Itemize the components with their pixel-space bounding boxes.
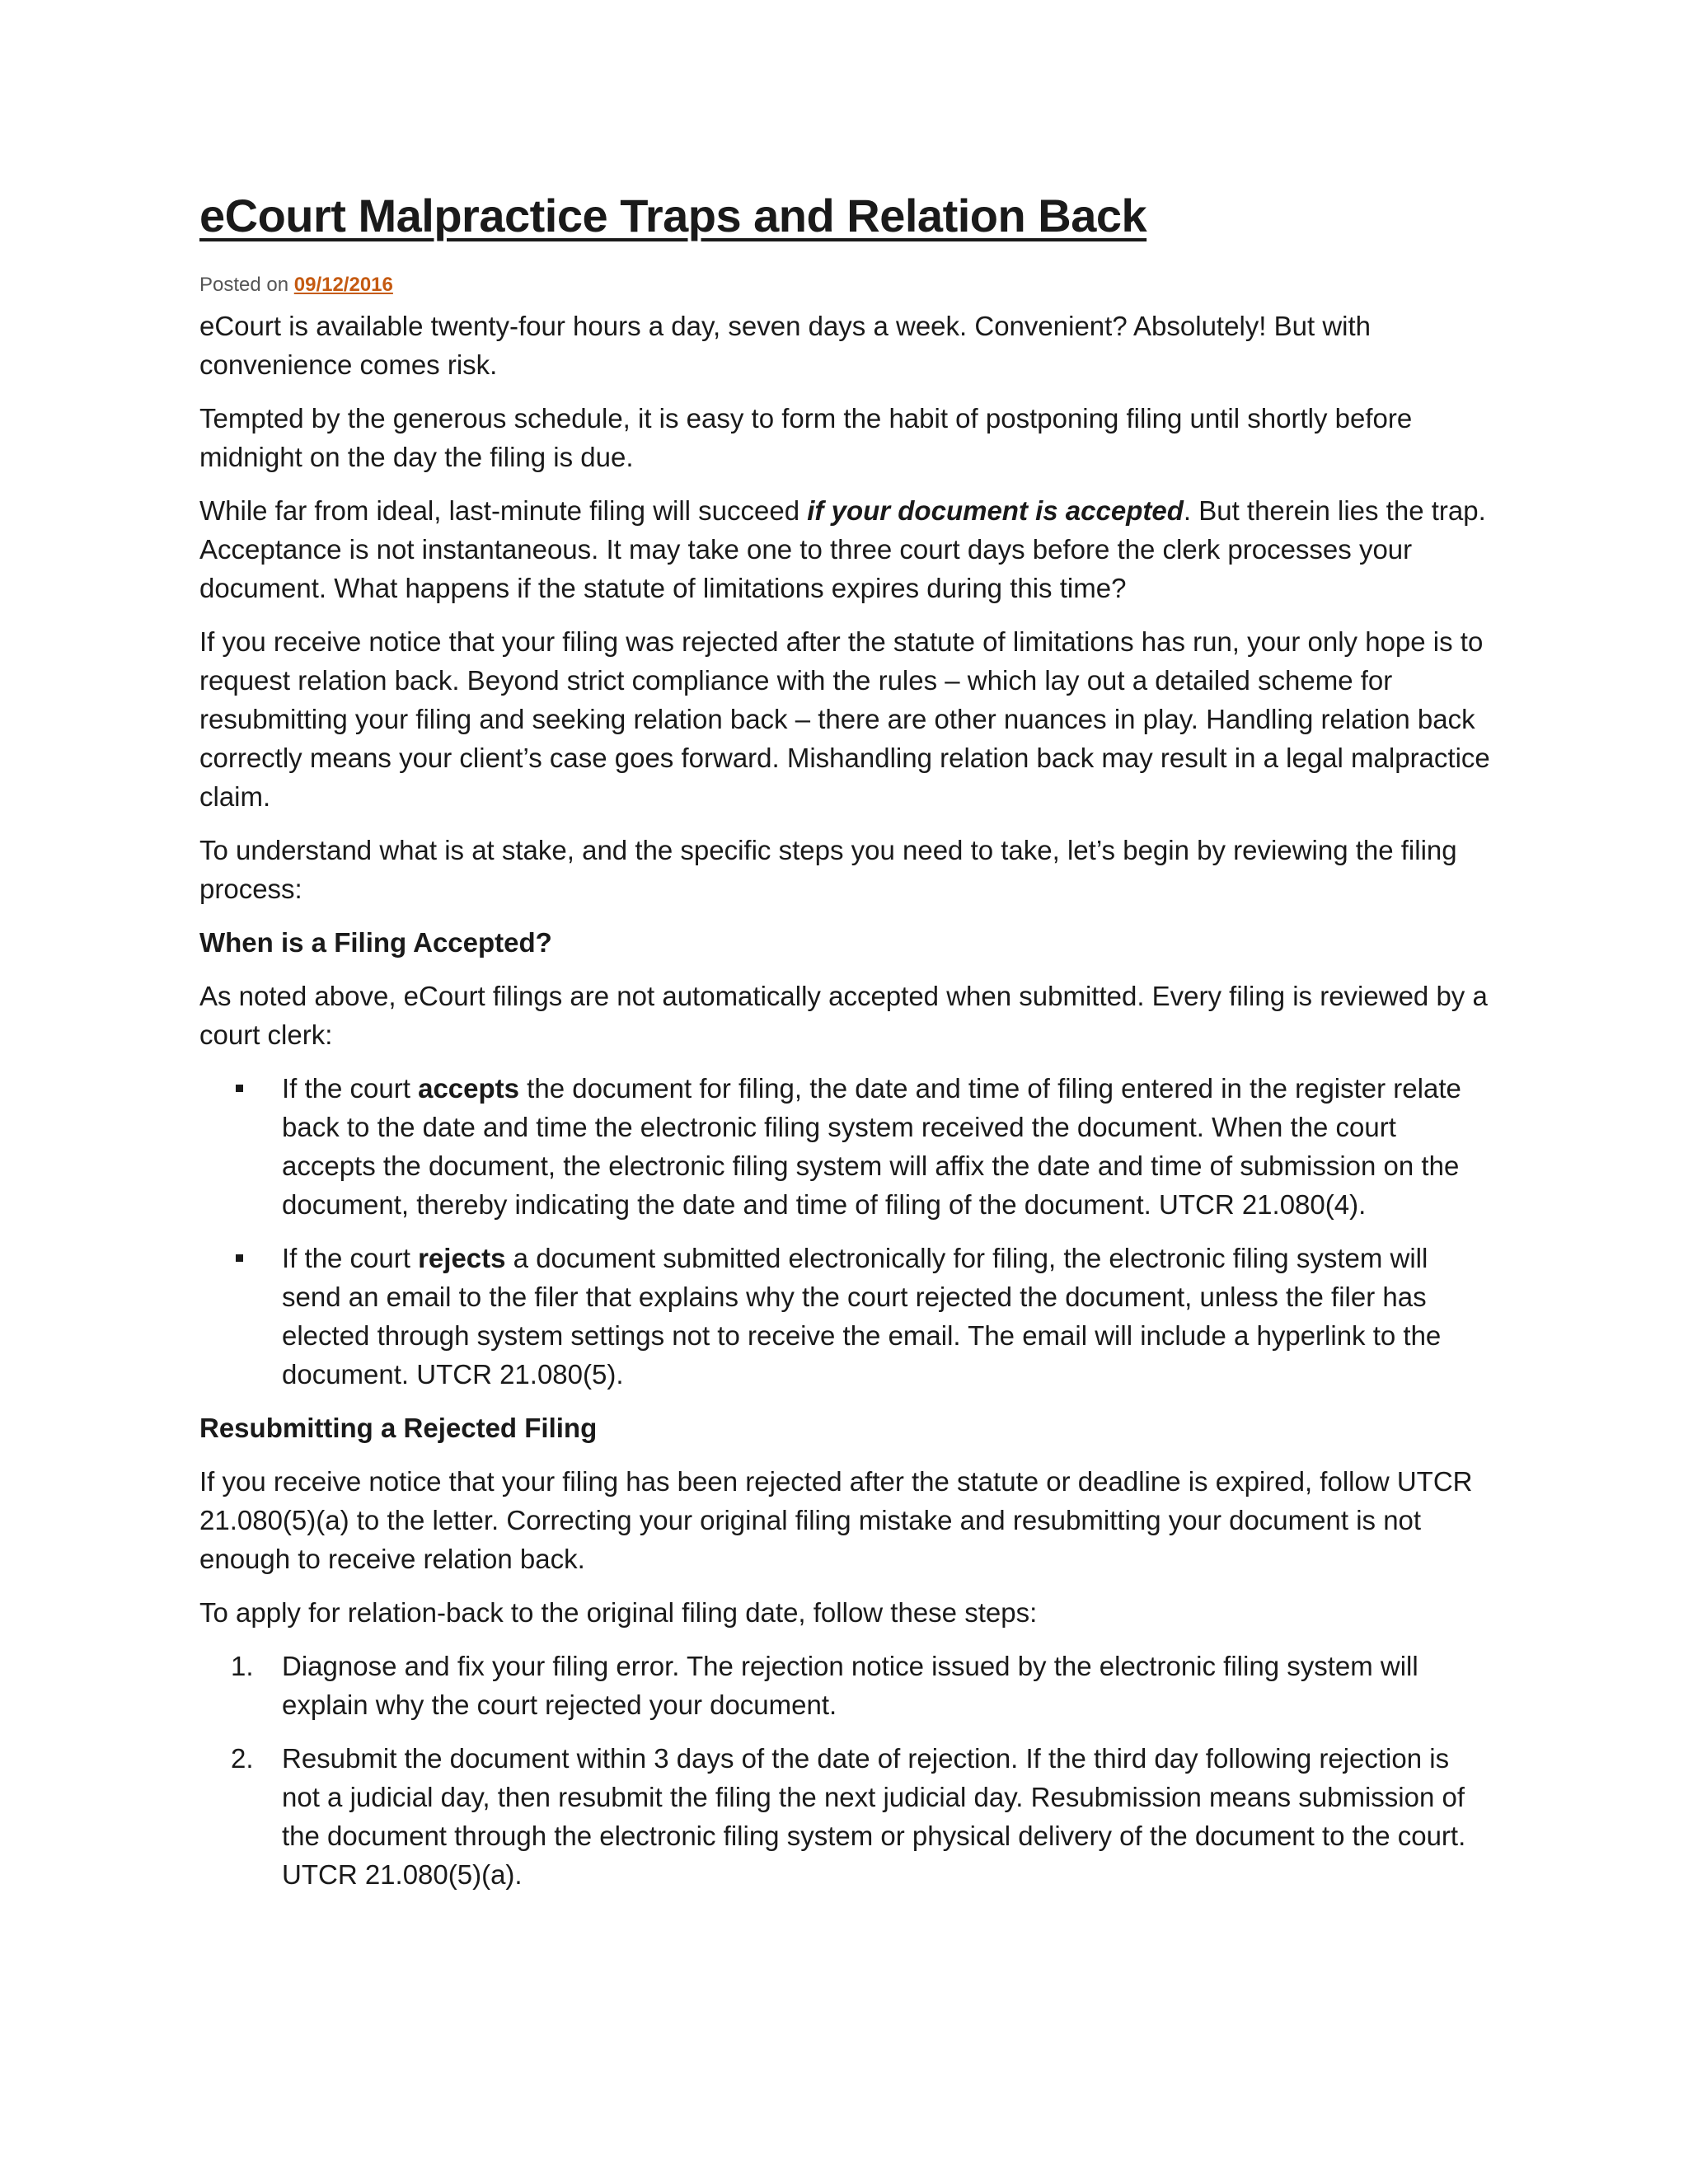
bullet-text-start: If the court xyxy=(282,1073,419,1104)
bullet-bold-accepts: accepts xyxy=(418,1073,520,1104)
paragraph-rejection-notice: If you receive notice that your filing was rejected after the statute of limitations has run, your only hope is to request relation back. Beyond strict compliance with the rules – which lay out a detailed scheme for resubmitting your filing and seeking relation back – there are other nuances in play. Handling relation back correctly means your client’s case goes forward. Mishandling relation back may result in a legal malpractice claim. xyxy=(199,626,1490,813)
posted-label: Posted on xyxy=(199,274,294,297)
paragraph-tempted: Tempted by the generous schedule, it is easy to form the habit of postponing filing until shortly before midnight on the day the filing is due. xyxy=(199,403,1413,473)
bullet-text-end: the document for filing, the date and time of filing entered in the register relate back to the date and time the electronic filing system received the document. When the court accepts the document, the electronic filing system will affix the date and time of submission on the document, thereby indicating the date and time of filing of the document. UTCR 21.080(4). xyxy=(282,1073,1461,1221)
step-number: 2. xyxy=(231,1743,254,1774)
paragraph-last-minute-end: . But therein lies the trap. Acceptance is not instantaneous. It may take one to three court days before the clerk processes your document. What happens if the statute of limitations expires during this time? xyxy=(199,495,1486,604)
bullet-list xyxy=(199,1069,1493,1394)
section-accepted-intro: As noted above, eCourt filings are not automatically accepted when submitted. Every filing is reviewed by a court clerk: xyxy=(199,981,1488,1051)
paragraph-last-minute-start: While far from ideal, last-minute filing will succeed xyxy=(199,495,808,527)
article-title: eCourt Malpractice Traps and Relation Back xyxy=(199,190,1147,241)
bullet-text-end: a document submitted electronically for filing, the electronic filing system will send an email to the filer that explains why the court rejected the document, unless the filer has elected through system settings not to receive the email. The email will include a hyperlink to the document. UTCR 21.080(5). xyxy=(282,1243,1442,1390)
bullet-text-start: If the court xyxy=(282,1243,419,1274)
emphasis-accepted: if your document is accepted xyxy=(807,495,1184,527)
list-item xyxy=(199,1647,1493,1724)
bullet-square-icon xyxy=(236,1254,243,1262)
step-number: 1. xyxy=(231,1651,254,1682)
numbered-list xyxy=(199,1647,1493,1894)
list-item xyxy=(199,1239,1493,1394)
paragraph-last-minute xyxy=(199,491,1493,607)
paragraph-intro: eCourt is available twenty-four hours a day, seven days a week. Convenient? Absolutely! But with convenience comes risk. xyxy=(199,311,1371,381)
list-item xyxy=(199,1739,1493,1894)
posted-date-link[interactable]: 09/12/2016 xyxy=(293,274,393,297)
bullet-square-icon xyxy=(236,1085,243,1092)
posted-line xyxy=(199,274,1493,297)
section-resubmitting-intro: If you receive notice that your filing has been rejected after the statute or deadline is expired, follow UTCR 21.080(5)(a) to the letter. Correcting your original filing mistake and resubmitting your document is not enough to receive relation back. xyxy=(199,1466,1473,1575)
list-item xyxy=(199,1069,1493,1224)
step-text: Resubmit the document within 3 days of the date of rejection. If the third day following rejection is not a judicial day, then resubmit the filing the next judicial day. Resubmission means submission of the document through the electronic filing system or physical delivery of the document to the court. UTCR 21.080(5)(a). xyxy=(282,1743,1466,1891)
section-heading-accepted: When is a Filing Accepted? xyxy=(199,927,552,958)
article xyxy=(199,190,1493,1909)
bullet-bold-rejects: rejects xyxy=(418,1243,506,1274)
section-heading-resubmitting: Resubmitting a Rejected Filing xyxy=(199,1413,598,1444)
step-text: Diagnose and fix your filing error. The rejection notice issued by the electronic filing system will explain why the court rejected your document. xyxy=(282,1651,1418,1721)
steps-intro: To apply for relation-back to the original filing date, follow these steps: xyxy=(199,1597,1038,1629)
paragraph-understand: To understand what is at stake, and the specific steps you need to take, let’s begin by reviewing the filing process: xyxy=(199,835,1457,905)
